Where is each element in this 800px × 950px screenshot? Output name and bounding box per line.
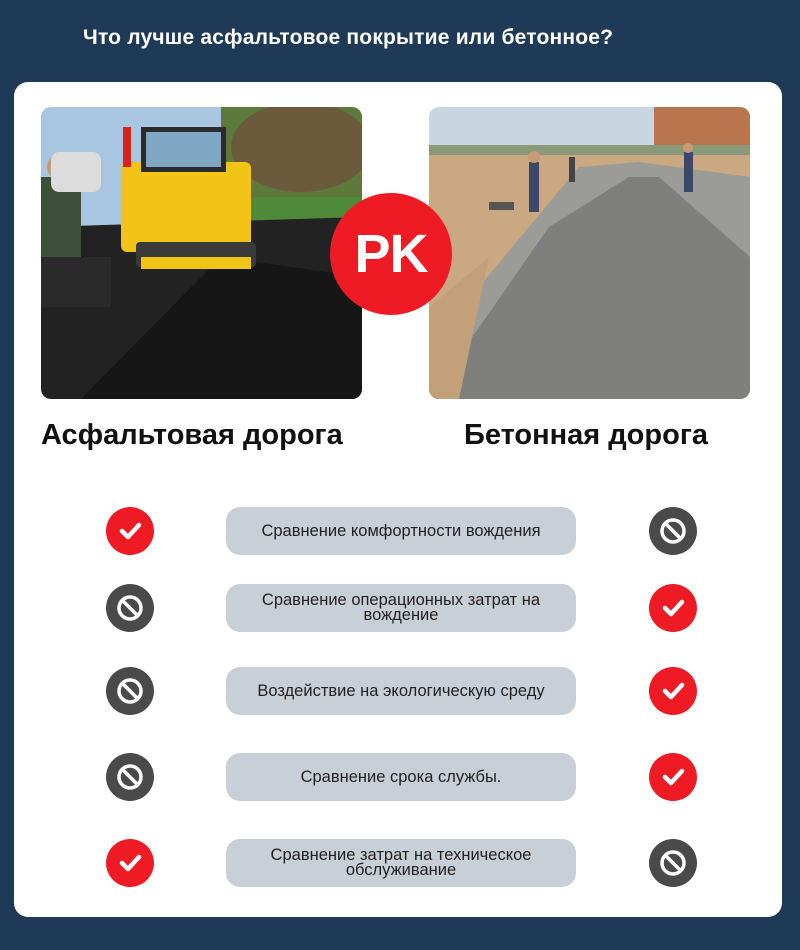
prohibited-icon	[106, 667, 154, 715]
comparison-label: Сравнение операционных затрат на вождение	[226, 584, 576, 632]
comparison-label: Сравнение затрат на техническое обслуживание	[226, 839, 576, 887]
comparison-label: Сравнение комфортности вождения	[226, 507, 576, 555]
prohibited-icon	[649, 839, 697, 887]
comparison-card	[14, 82, 782, 917]
check-icon	[649, 667, 697, 715]
prohibited-icon	[106, 753, 154, 801]
prohibited-icon	[106, 584, 154, 632]
check-icon	[649, 753, 697, 801]
comparison-label: Сравнение срока службы.	[226, 753, 576, 801]
comparison-row	[14, 507, 782, 557]
pk-badge: PK	[330, 193, 452, 315]
concrete-road-photo	[429, 107, 750, 399]
check-icon	[649, 584, 697, 632]
prohibited-icon	[649, 507, 697, 555]
comparison-row	[14, 667, 782, 717]
comparison-row	[14, 584, 782, 634]
page-title: Что лучше асфальтовое покрытие или бетонное?	[83, 26, 614, 49]
asphalt-road-photo	[41, 107, 362, 399]
comparison-row	[14, 753, 782, 803]
concrete-column-title: Бетонная дорога	[464, 419, 709, 451]
asphalt-column-title: Асфальтовая дорога	[41, 419, 343, 451]
check-icon	[106, 839, 154, 887]
comparison-label: Воздействие на экологическую среду	[226, 667, 576, 715]
comparison-row	[14, 839, 782, 889]
check-icon	[106, 507, 154, 555]
